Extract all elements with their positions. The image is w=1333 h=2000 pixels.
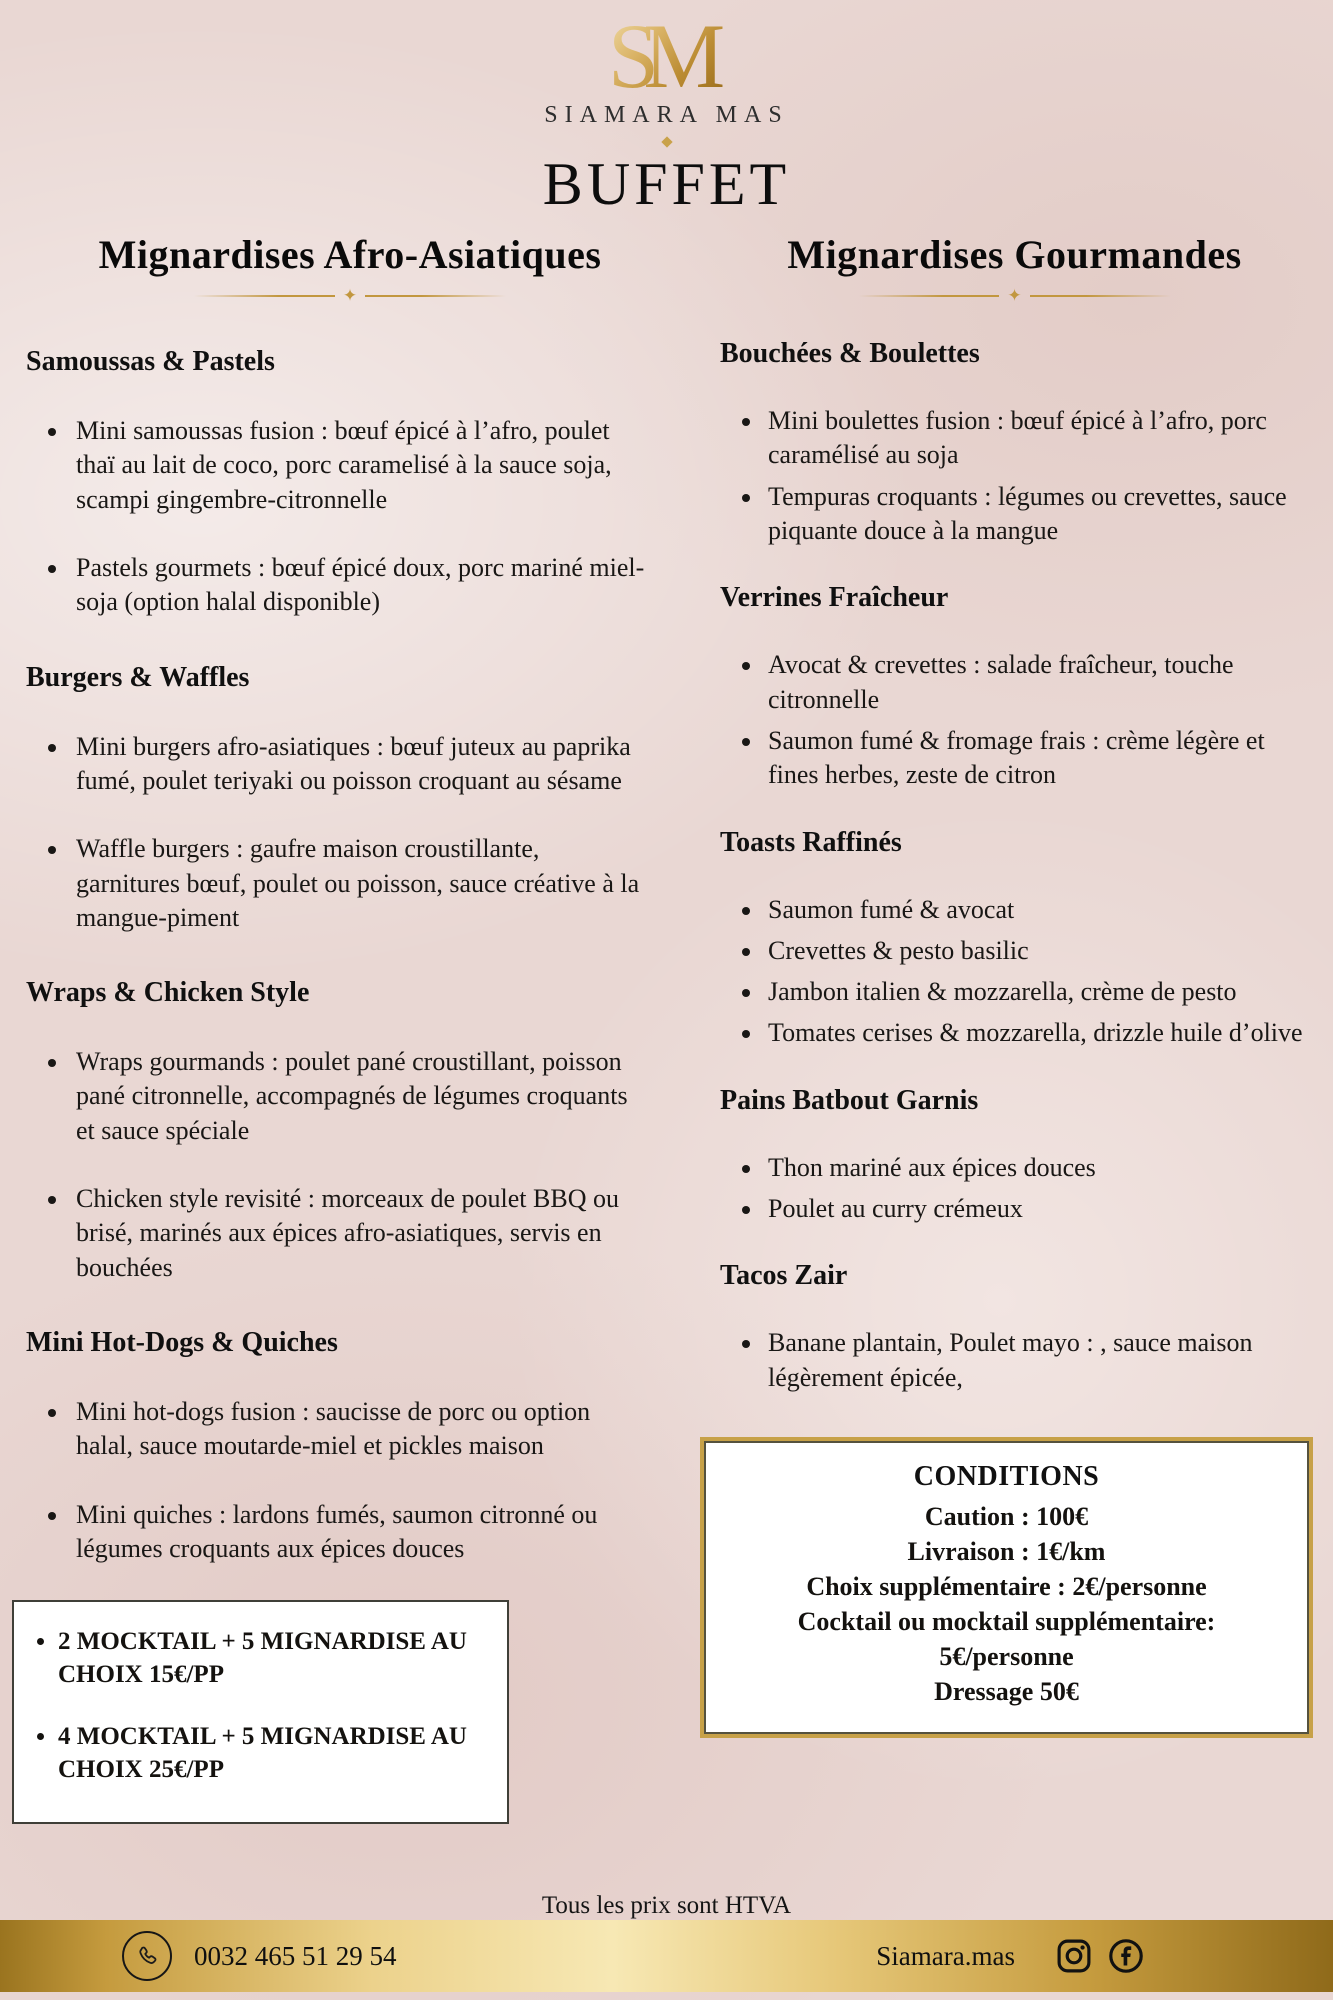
section-items — [720, 893, 1309, 1051]
divider-line — [1030, 295, 1171, 297]
page-title: BUFFET — [542, 151, 791, 217]
divider-line — [859, 295, 1000, 297]
conditions-line: Dressage 50€ — [934, 1677, 1079, 1707]
section-title: Pains Batbout Garnis — [720, 1084, 979, 1116]
section-title: Burgers & Waffles — [26, 661, 250, 693]
ornament-divider — [194, 287, 506, 304]
mocktail-offers-box — [12, 1600, 509, 1824]
section-title: Toasts Raffinés — [720, 826, 902, 858]
menu-section-wraps-chicken — [26, 977, 674, 1285]
menu-item: • Tempuras croquants : légumes ou crevettes, sauce piquante douce à la mangue — [764, 480, 1309, 549]
section-title: Mini Hot-Dogs & Quiches — [26, 1327, 338, 1358]
menu-section-pains-batbout — [720, 1085, 1309, 1227]
menu-columns — [0, 219, 1333, 1824]
brand-monogram-logo: SM — [608, 10, 725, 102]
conditions-line: Caution : 100€ — [924, 1502, 1089, 1531]
section-title: Wraps & Chicken Style — [26, 977, 310, 1009]
footer-phone-group — [122, 1931, 397, 1981]
menu-section-verrines — [720, 582, 1309, 792]
conditions-line: Livraison : 1€/km — [907, 1537, 1106, 1567]
menu-item: • Crevettes & pesto basilic — [764, 934, 1309, 968]
menu-item: • Jambon italien & mozzarella, crème de pesto — [764, 975, 1309, 1009]
offer-items — [22, 1626, 491, 1786]
section-items — [720, 1326, 1309, 1395]
footer-bar — [0, 1920, 1333, 1992]
menu-section-toasts — [720, 827, 1309, 1051]
sparkle-icon: ✦ — [342, 286, 358, 305]
menu-item: • Banane plantain, Poulet mayo : , sauce maison légèrement épicée, — [764, 1326, 1309, 1395]
phone-icon — [122, 1931, 172, 1981]
section-items — [26, 414, 674, 620]
menu-section-samoussas-pastels — [26, 346, 674, 620]
menu-item: • Poulet au curry crémeux — [764, 1192, 1309, 1226]
menu-item: • Waffle burgers : gaufre maison croustillante, garnitures bœuf, poulet ou poisson, sauce créative à la mangue-piment — [70, 832, 645, 935]
conditions-line: Cocktail ou mocktail supplémentaire: 5€/personne — [797, 1607, 1216, 1672]
section-items — [26, 730, 674, 936]
menu-section-hotdogs-quiches — [26, 1327, 674, 1566]
brand-header — [0, 0, 1333, 219]
instagram-icon[interactable] — [1055, 1937, 1093, 1975]
menu-item: • Tomates cerises & mozzarella, drizzle huile d’olive — [764, 1016, 1309, 1050]
menu-item: • Wraps gourmands : poulet pané croustillant, poisson pané citronnelle, accompagnés de légumes croquants et sauce spéciale — [70, 1045, 645, 1148]
menu-item: • Mini boulettes fusion : bœuf épicé à l’afro, porc caramélisé au soja — [764, 404, 1309, 473]
menu-item: • Saumon fumé & avocat — [764, 893, 1309, 927]
offer-item: • 2 MOCKTAIL + 5 MIGNARDISE AU CHOIX 15€/PP — [58, 1626, 491, 1691]
section-title: Verrines Fraîcheur — [720, 582, 949, 614]
diamond-ornament-icon — [661, 136, 672, 147]
column-heading-right: Mignardises Gourmandes — [787, 232, 1242, 277]
menu-item: • Mini samoussas fusion : bœuf épicé à l’afro, poulet thaï au lait de coco, porc caramelisé à la sauce soja, scampi gingembre-citronnelle — [70, 414, 645, 517]
section-items — [26, 1045, 674, 1285]
offer-item: • 4 MOCKTAIL + 5 MIGNARDISE AU CHOIX 25€/PP — [58, 1721, 491, 1786]
ornament-divider — [859, 287, 1171, 304]
conditions-line: Choix supplémentaire : 2€/personne — [806, 1572, 1207, 1602]
social-handle: Siamara.mas — [876, 1940, 1015, 1971]
section-items — [720, 404, 1309, 548]
conditions-box — [704, 1441, 1309, 1734]
section-items — [720, 648, 1309, 792]
column-heading-left: Mignardises Afro-Asiatiques — [98, 232, 602, 277]
column-afro-asiatiques — [26, 231, 674, 1824]
price-note: Tous les prix sont HTVA — [541, 1892, 792, 1919]
menu-item: • Mini burgers afro-asiatiques : bœuf juteux au paprika fumé, poulet teriyaki ou poisson croquant au sésame — [70, 730, 645, 799]
menu-item: • Chicken style revisité : morceaux de poulet BBQ ou brisé, marinés aux épices afro-asiatiques, servis en bouchées — [70, 1182, 645, 1285]
section-items — [26, 1395, 674, 1566]
menu-item: • Mini quiches : lardons fumés, saumon citronné ou légumes croquants aux épices douces — [70, 1498, 645, 1567]
menu-section-burgers-waffles — [26, 662, 674, 936]
menu-section-tacos-zair — [720, 1260, 1309, 1395]
divider-line — [365, 295, 506, 297]
conditions-title: CONDITIONS — [913, 1461, 1100, 1492]
brand-name: SIAMARA MAS — [544, 102, 789, 128]
facebook-icon[interactable] — [1107, 1937, 1145, 1975]
section-title: Bouchées & Boulettes — [720, 338, 980, 369]
section-title: Tacos Zair — [720, 1260, 848, 1292]
menu-section-bouchees-boulettes — [720, 338, 1309, 548]
sparkle-icon: ✦ — [1007, 286, 1022, 305]
footer-social-group — [876, 1937, 1145, 1975]
divider-line — [194, 295, 335, 297]
section-items — [720, 1151, 1309, 1227]
menu-item: • Saumon fumé & fromage frais : crème légère et fines herbes, zeste de citron — [764, 724, 1309, 793]
menu-item: • Pastels gourmets : bœuf épicé doux, porc mariné miel-soja (option halal disponible) — [70, 551, 645, 620]
menu-item: • Mini hot-dogs fusion : saucisse de porc ou option halal, sauce moutarde-miel et pickles maison — [70, 1395, 645, 1464]
phone-number[interactable]: 0032 465 51 29 54 — [194, 1940, 397, 1971]
menu-item: • Thon mariné aux épices douces — [764, 1151, 1309, 1185]
menu-item: • Avocat & crevettes : salade fraîcheur, touche citronnelle — [764, 648, 1309, 717]
column-gourmandes — [720, 231, 1309, 1734]
section-title: Samoussas & Pastels — [26, 346, 275, 377]
